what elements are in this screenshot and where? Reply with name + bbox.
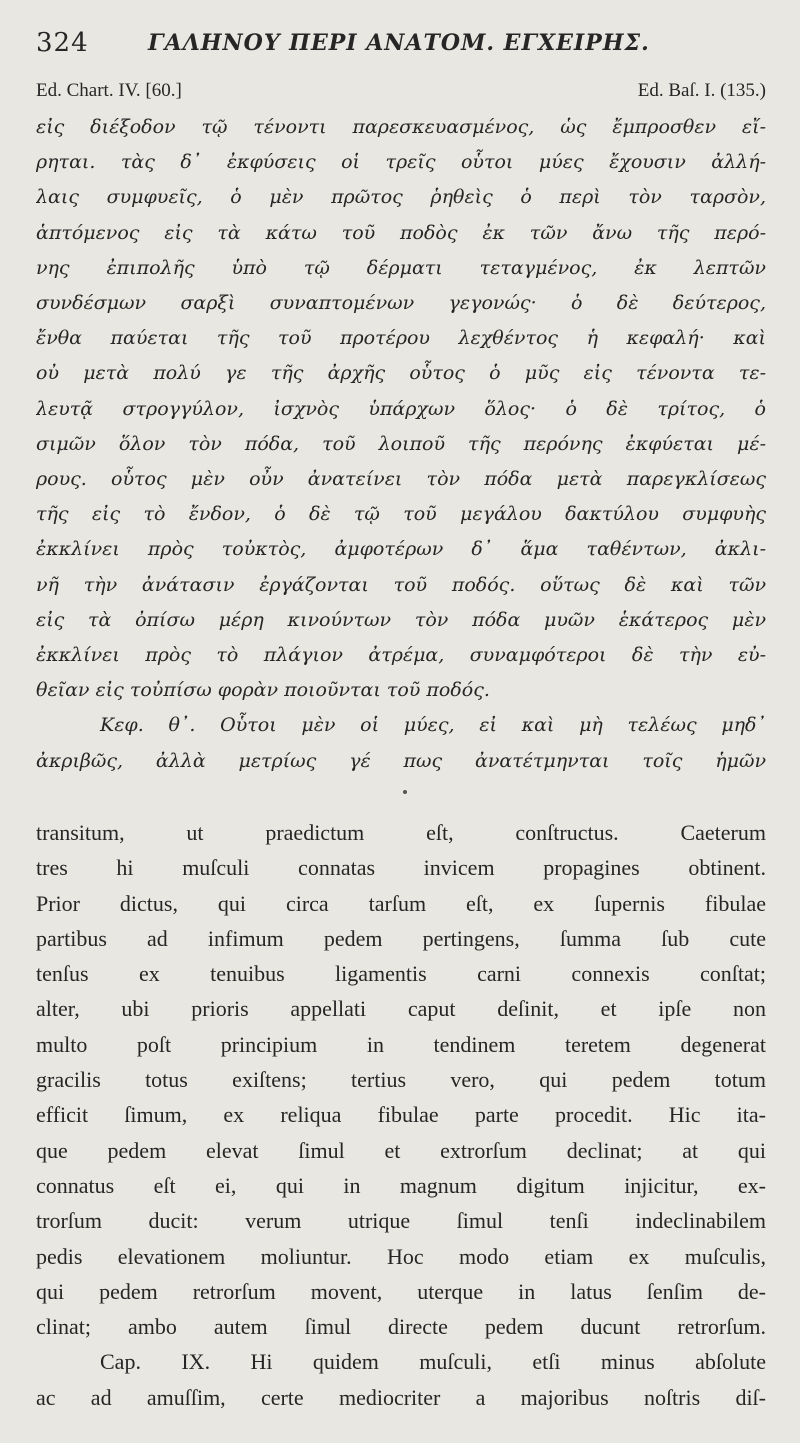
greek-line: ἀκριβῶς, ἀλλὰ μετρίως γέ πως ἀνατέτμηνται τοῖς ἡμῶν xyxy=(36,749,766,772)
latin-line: multo poſt principium in tendinem teretem degenerat xyxy=(36,1031,766,1057)
greek-line: σιμῶν ὅλον τὸν πόδα, τοῦ λοιποῦ τῆς περόνης ἐκφύεται μέ- xyxy=(36,432,766,455)
latin-chapter-heading-line: Cap. IX. Hi quidem muſculi, etſi minus abſolute xyxy=(100,1349,766,1375)
running-title: ΓΑΛΗΝΟΥ ΠΕΡΙ ΑΝΑΤΟΜ. ΕΓΧΕΙΡΗΣ. xyxy=(148,30,650,56)
edition-basel-reference: Ed. Baſ. I. (135.) xyxy=(637,80,766,101)
edition-chartier-reference: Ed. Chart. IV. [60.] xyxy=(36,80,182,101)
greek-line: εἰς διέξοδον τῷ τένοντι παρεσκευασμένος, ὡς ἔμπροσθεν εἴ- xyxy=(36,116,766,138)
latin-line: gracilis totus exiſtens; tertius vero, qui pedem totum xyxy=(36,1067,766,1093)
greek-line: ἔνθα παύεται τῆς τοῦ προτέρου λεχθέντος ἡ κεφαλή· καὶ xyxy=(36,327,766,350)
latin-line: qui pedem retrorſum movent, uterque in latus ſenſim de- xyxy=(36,1278,766,1304)
page-header xyxy=(36,28,766,68)
greek-text-block xyxy=(36,110,766,779)
latin-line: connatus eſt ei, qui in magnum digitum injicitur, ex- xyxy=(36,1172,766,1198)
greek-line: νης ἐπιπολῆς ὑπὸ τῷ δέρματι τεταγμένος, ἐκ λεπτῶν xyxy=(36,256,766,279)
greek-line: ἐκκλίνει πρὸς τὸ πλάγιον ἀτρέμα, συναμφότεροι δὲ τὴν εὐ- xyxy=(36,644,766,667)
latin-line: tenſus ex tenuibus ligamentis carni connexis conſtat; xyxy=(36,961,766,987)
latin-line: ac ad amuſſim, certe mediocriter a majoribus noſtris diſ- xyxy=(36,1384,766,1410)
greek-line: οὐ μετὰ πολύ γε τῆς ἀρχῆς οὗτος ὁ μῦς εἰς τένοντα τε- xyxy=(36,362,766,385)
edition-reference-line xyxy=(36,80,766,108)
latin-line: transitum, ut praedictum eſt, conſtructus. Caeterum xyxy=(36,820,766,845)
greek-line: λαις συμφυεῖς, ὁ μὲν πρῶτος ῥηθεὶς ὁ περὶ τὸν ταρσὸν, xyxy=(36,186,766,209)
greek-line: ἐκκλίνει πρὸς τοὐκτὸς, ἀμφοτέρων δ᾽ ἅμα ταθέντων, ἀκλι- xyxy=(36,538,766,561)
greek-line: ρους. οὗτος μὲν οὖν ἀνατείνει τὸν πόδα μετὰ παρεγκλίσεως xyxy=(36,468,766,491)
greek-line: νῆ τὴν ἀνάτασιν ἐργάζονται τοῦ ποδός. οὕτως δὲ καὶ τῶν xyxy=(36,573,766,596)
latin-line: partibus ad infimum pedem pertingens, ſumma ſub cute xyxy=(36,925,766,951)
greek-line: ρηται. τὰς δ᾽ ἐκφύσεις οἱ τρεῖς οὗτοι μύες ἔχουσιν ἀλλή- xyxy=(36,151,766,174)
page-number: 324 xyxy=(36,28,89,58)
greek-line: τῆς εἰς τὸ ἔνδον, ὁ δὲ τῷ τοῦ μεγάλου δακτύλου συμφυὴς xyxy=(36,503,766,526)
latin-line: trorſum ducit: verum utrique ſimul tenſi indeclinabilem xyxy=(36,1208,766,1234)
latin-line: que pedem elevat ſimul et extrorſum declinat; at qui xyxy=(36,1137,766,1163)
greek-line: εἰς τὰ ὀπίσω μέρη κινούντων τὸν πόδα μυῶν ἑκάτερος μὲν xyxy=(36,608,766,631)
latin-line: Prior dictus, qui circa tarſum eſt, ex ſupernis fibulae xyxy=(36,890,766,916)
latin-line: pedis elevationem moliuntur. Hoc modo etiam ex muſculis, xyxy=(36,1243,766,1269)
greek-line: συνδέσμων σαρξὶ συναπτομένων γεγονώς· ὁ δὲ δεύτερος, xyxy=(36,292,766,315)
latin-text-block xyxy=(36,815,766,1415)
latin-line: alter, ubi prioris appellati caput deſinit, et ipſe non xyxy=(36,996,766,1022)
greek-line: λευτᾷ στρογγύλον, ἰσχνὸς ὑπάρχων ὅλος· ὁ δὲ τρίτος, ὁ xyxy=(36,397,766,420)
latin-line: efficit ſimum, ex reliqua fibulae parte procedit. Hic ita- xyxy=(36,1102,766,1128)
greek-line: ἁπτόμενος εἰς τὰ κάτω τοῦ ποδὸς ἐκ τῶν ἄνω τῆς περό- xyxy=(36,221,766,244)
separator-dot xyxy=(403,790,407,794)
latin-line: clinat; ambo autem ſimul directe pedem ducunt retrorſum. xyxy=(36,1314,766,1340)
greek-chapter-heading-line: Κεφ. θ᾽. Οὗτοι μὲν οἱ μύες, εἰ καὶ μὴ τελέως μηδ᾽ xyxy=(100,714,766,737)
greek-line: θεῖαν εἰς τοὐπίσω φορὰν ποιοῦνται τοῦ ποδός. xyxy=(36,679,490,702)
latin-line: tres hi muſculi connatas invicem propagines obtinent. xyxy=(36,855,766,881)
